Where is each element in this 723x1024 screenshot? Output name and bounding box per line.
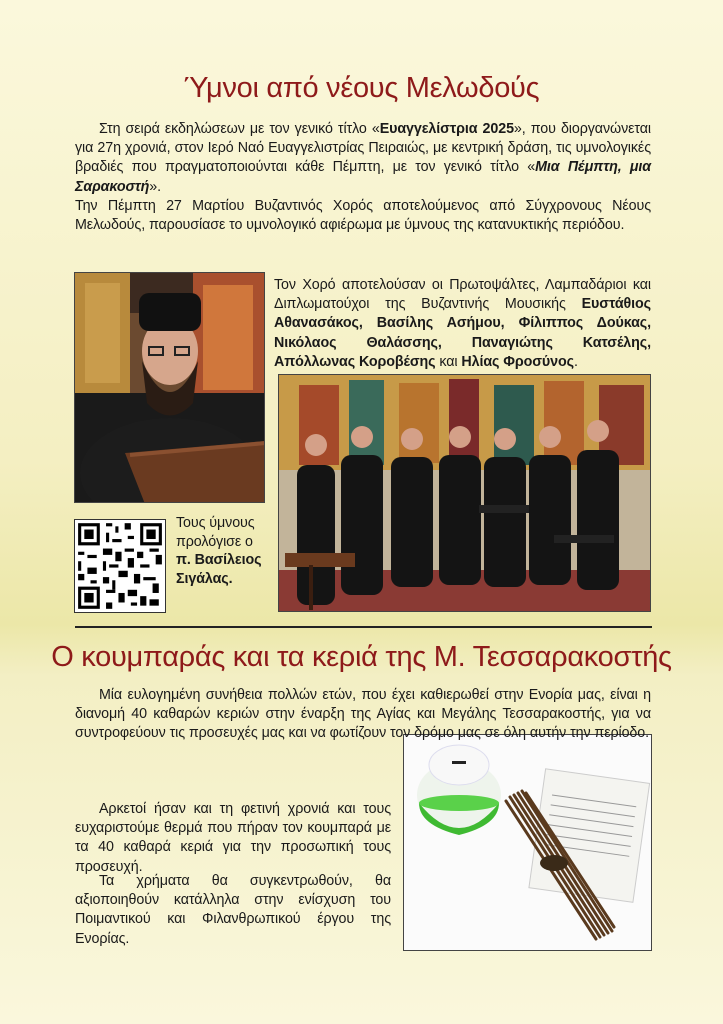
section1-paragraph-1 xyxy=(75,120,651,197)
text-span: και xyxy=(435,353,462,370)
qr-code[interactable] xyxy=(74,519,166,613)
choir-names: Ευστάθιος Αθανασάκος, Βασίλης Ασήμου, Φίλιππος Δούκας, Νικόλαος Θαλάσσης, Παναγιώτης Κατσέλης, Απόλλωνας Κοροβέσης xyxy=(274,296,651,370)
section-divider xyxy=(75,626,652,628)
text-span: Τους ύμνους προλόγισε ο xyxy=(176,515,255,550)
choir-photo xyxy=(278,374,651,612)
series-name: Μια Πέμπτη, μια Σαρακοστή xyxy=(75,159,651,195)
text-span: », που διοργανώνεται για 27η χρονιά, στον Ιερό Ναό Ευαγγελιστρίας Πειραιώς, με κεντρική δράση, τις υμνολογικές βραδιές που πραγματοποιούνται κάθε Πέμπτη, με τον γενικό τίτλο « xyxy=(75,121,651,176)
piggy-bank-candles-photo xyxy=(403,734,652,951)
text-span: . xyxy=(573,353,578,370)
text-span: Στη σειρά εκδηλώσεων με τον γενικό τίτλο « xyxy=(99,121,380,137)
text-span: ». xyxy=(149,178,162,195)
section1-paragraph-2: Την Πέμπτη 27 Μαρτίου Βυζαντινός Χορός αποτελούμενος από Σύγχρονους Νέους Μελωδούς, παρουσίασε το υμνολογικό αφιέρωμα με ύμνους της κατανυκτικής περιόδου. xyxy=(75,198,651,234)
section2-paragraph-1: Μία ευλογημένη συνήθεια πολλών ετών, που έχει καθιερωθεί στην Ενορία μας, είναι η διανομή 40 καθαρών κεριών στην έναρξη της Αγίας και Μεγάλης Τεσσαρακοστής, για να συντροφεύουν τις προσευχές μας και να φωτίζουν τον δρόμο μας σε όλη αυτήν την περίοδο. xyxy=(75,687,651,742)
section1-paragraph-3 xyxy=(274,276,651,372)
section1-title: Ύμνοι από νέους Μελωδούς xyxy=(183,72,540,104)
event-name: Ευαγγελίστρια 2025 xyxy=(379,121,514,137)
priest-photo xyxy=(74,272,265,503)
speaker-name: π. Βασίλειος Σιγάλας. xyxy=(176,552,262,587)
text-span: Τον Χορό αποτελούσαν οι Πρωτοψάλτες, Λαμπαδάριοι και Διπλωματούχοι της Βυζαντινής Μουσικής xyxy=(274,277,651,313)
choir-last-name: Ηλίας Φροσύνος xyxy=(461,353,574,370)
section2-title: Ο κουμπαράς και τα κεριά της Μ. Τεσσαρακοστής xyxy=(51,641,672,673)
photo-caption xyxy=(176,514,266,588)
section2-paragraph-2: Αρκετοί ήσαν και τη φετινή χρονιά και τους ευχαριστούμε θερμά που πήραν τον κουμπαρά με τα 40 καθαρά κεριά για την προσωπική τους προσευχή. xyxy=(75,801,391,875)
section2-paragraph-3: Τα χρήματα θα συγκεντρωθούν, θα αξιοποιηθούν κατάλληλα στην ενίσχυση του Ποιμαντικού και Φιλανθρωπικού έργου της Ενορίας. xyxy=(75,873,391,947)
